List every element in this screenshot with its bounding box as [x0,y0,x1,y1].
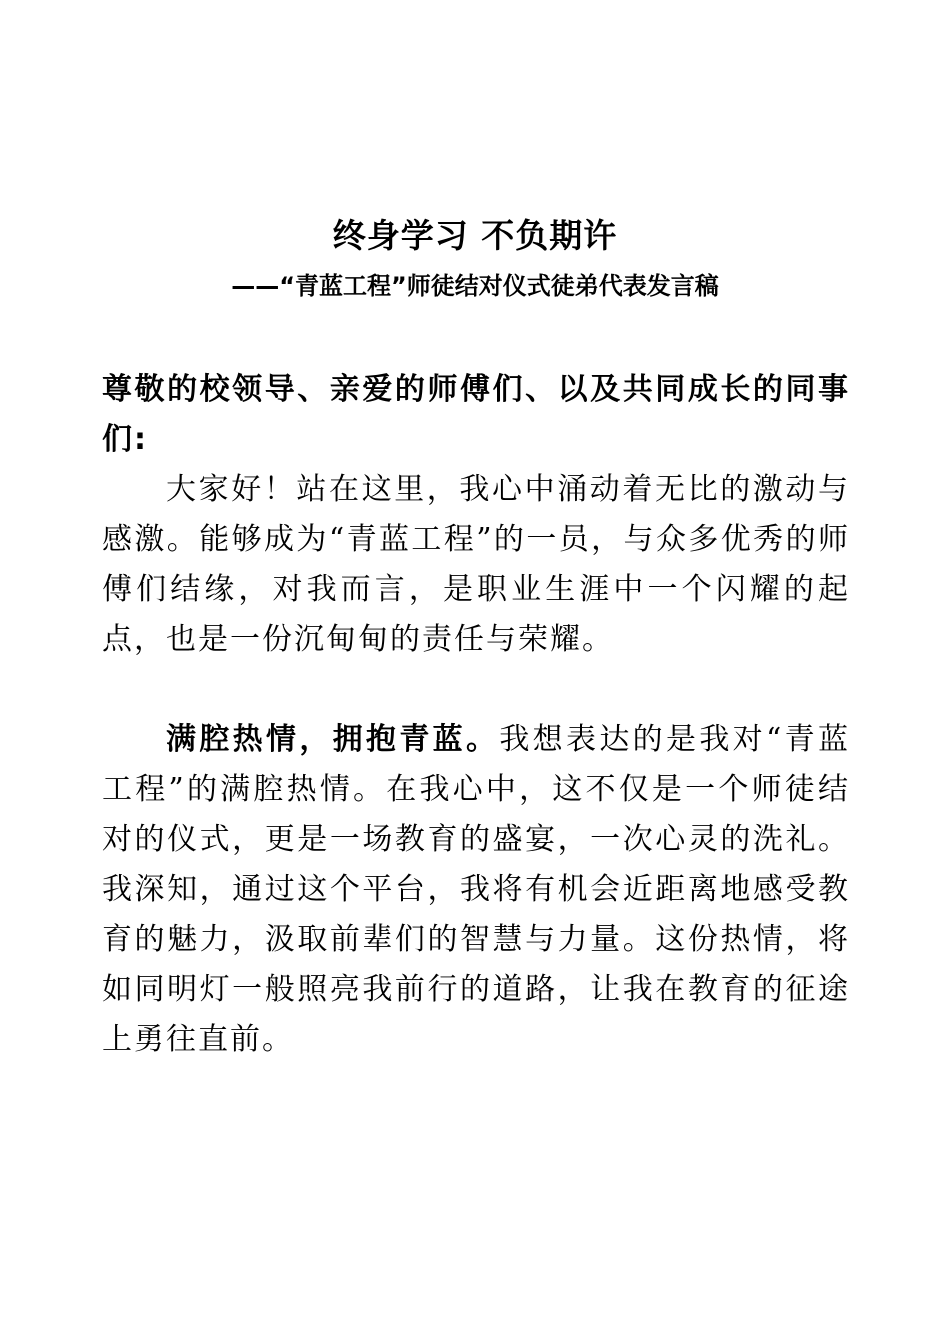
document-subtitle: ——“青蓝工程”师徒结对仪式徒弟代表发言稿 [231,272,719,300]
paragraph-lead-heading: 满腔热情，拥抱青蓝。 [166,722,500,757]
paragraph-enthusiasm [102,715,850,1065]
paragraph-greeting: 大家好！站在这里，我心中涌动着无比的激动与感激。能够成为“青蓝工程”的一员，与众多优秀的师傅们结缘，对我而言，是职业生涯中一个闪耀的起点，也是一份沉甸甸的责任与荣耀。 [102,472,850,657]
document-title: 终身学习 不负期许 [332,216,618,255]
salutation: 尊敬的校领导、亲爱的师傅们、以及共同成长的同事们: [102,372,850,457]
paragraph-enthusiasm-text: 我想表达的是我对“青蓝工程”的满腔热情。在我心中，这不仅是一个师徒结对的仪式，更是一场教育的盛宴，一次心灵的洗礼。我深知，通过这个平台，我将有机会近距离地感受教育的魅力，汲取前辈们的智慧与力量。这份热情，将如同明灯一般照亮我前行的道路，让我在教育的征途上勇往直前。 [102,722,850,1057]
